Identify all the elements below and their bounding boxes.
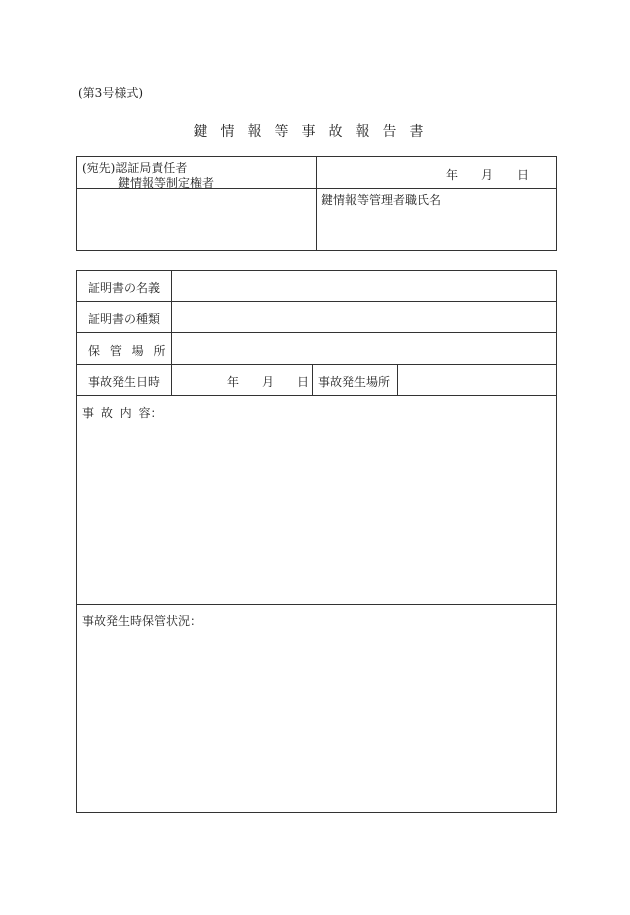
storage-location-label: 保 管 場 所 xyxy=(88,344,166,358)
page-title: 鍵情報等事故報告書 xyxy=(193,124,437,140)
date-day: 日 xyxy=(517,168,530,182)
incident-day: 日 xyxy=(297,375,310,389)
datetime-place-divider xyxy=(312,364,313,395)
addressee-line2: 鍵情報等制定権者 xyxy=(118,176,215,190)
incident-details-label: 事 故 内 容： xyxy=(82,406,163,420)
incident-datetime-label: 事故発生日時 xyxy=(88,375,161,389)
header-vertical-divider xyxy=(316,156,317,251)
incident-month: 月 xyxy=(262,375,275,389)
row-divider-4 xyxy=(76,395,557,396)
place-value-divider xyxy=(397,364,398,395)
storage-status-label: 事故発生時保管状況： xyxy=(82,614,203,628)
form-number: (第3号様式) xyxy=(78,86,143,100)
label-column-divider xyxy=(171,270,172,395)
row-divider-2 xyxy=(76,332,557,333)
row-divider-3 xyxy=(76,364,557,365)
addressee-line1: (宛先)認証局責任者 xyxy=(82,161,188,175)
row-divider-5 xyxy=(76,604,557,605)
manager-label: 鍵情報等管理者職氏名 xyxy=(321,193,442,207)
incident-year: 年 xyxy=(227,375,240,389)
date-month: 月 xyxy=(481,168,494,182)
row-divider-1 xyxy=(76,301,557,302)
cert-type-label: 証明書の種類 xyxy=(88,312,161,326)
cert-name-label: 証明書の名義 xyxy=(88,281,161,295)
date-year: 年 xyxy=(446,168,459,182)
incident-place-label: 事故発生場所 xyxy=(318,375,391,389)
